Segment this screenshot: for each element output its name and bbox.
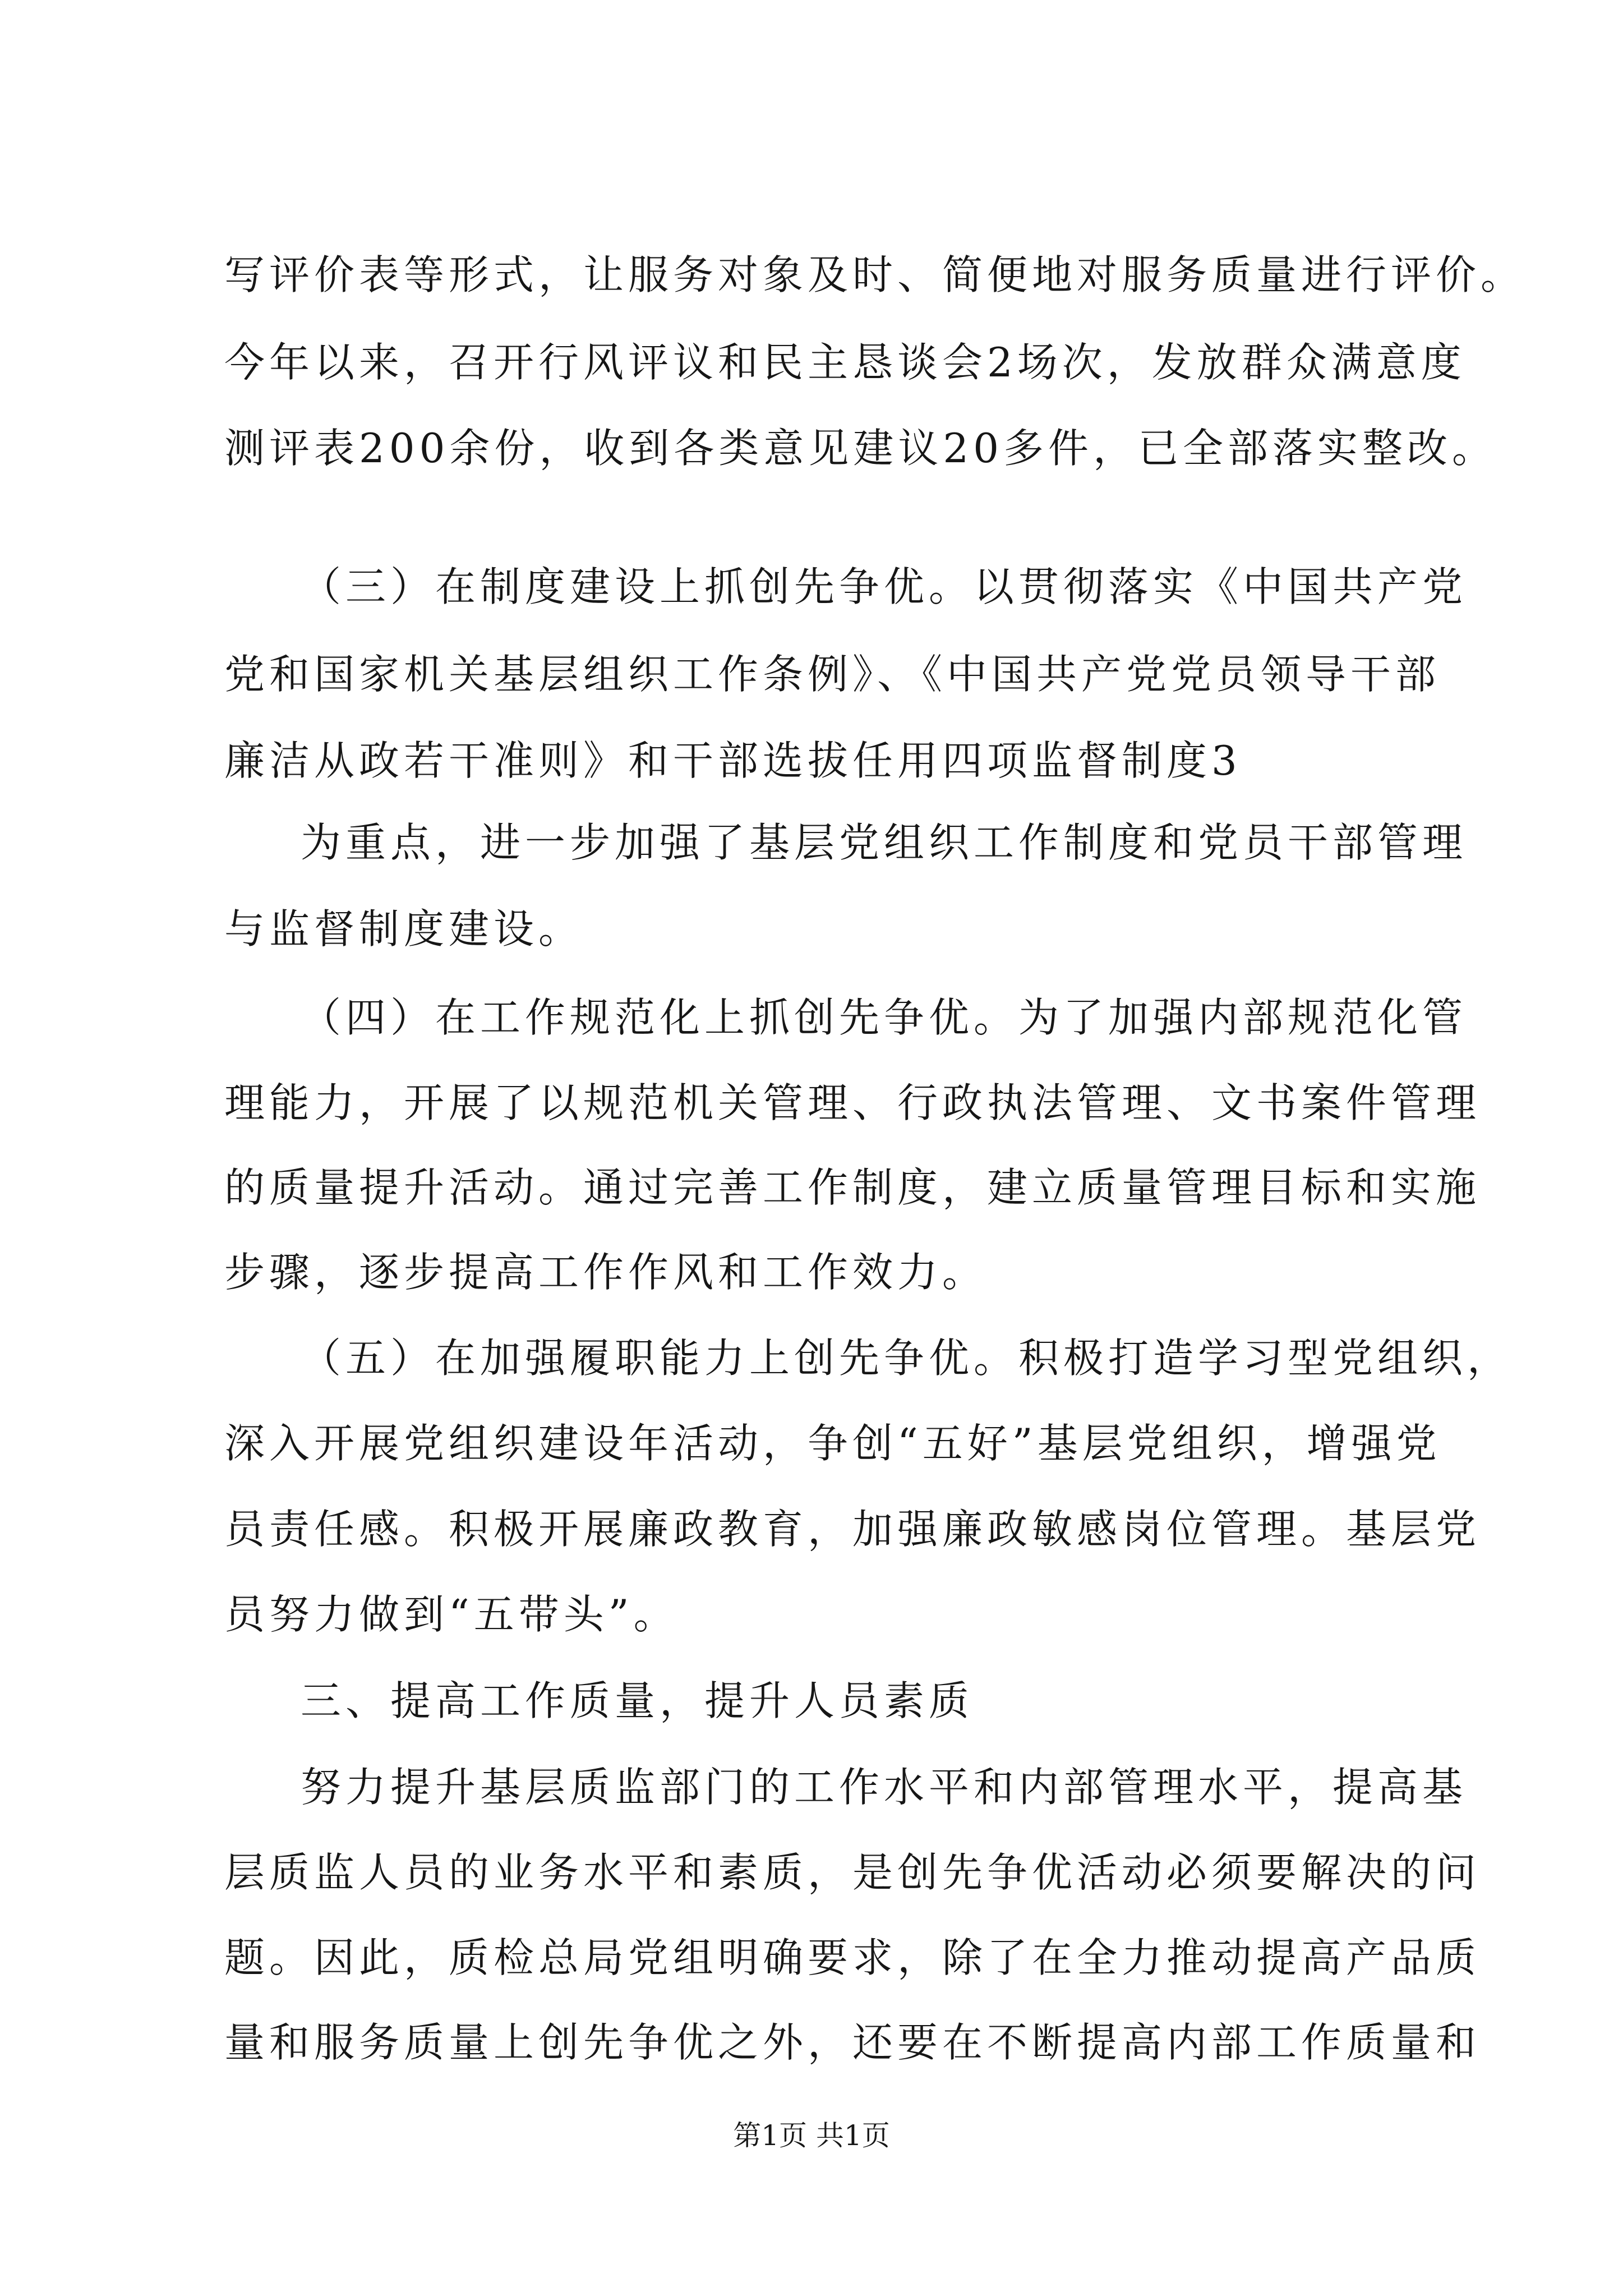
body-text-line: 理能力，开展了以规范机关管理、行政执法管理、文书案件管理 xyxy=(224,1079,1481,1126)
body-text-line: 步骤，逐步提高工作作风和工作效力。 xyxy=(224,1249,988,1296)
section-heading-line: （五）在加强履职能力上创先争优。积极打造学习型党组织， xyxy=(301,1335,1513,1382)
body-text-line: 今年以来，召开行风评议和民主恳谈会2场次，发放群众满意度 xyxy=(224,339,1466,386)
body-text-line: 量和服务质量上创先争优之外，还要在不断提高内部工作质量和 xyxy=(224,2019,1481,2066)
body-text-line: 写评价表等形式，让服务对象及时、简便地对服务质量进行评价。 xyxy=(224,251,1526,298)
body-text-line: 党和国家机关基层组织工作条例》、《中国共产党党员领导干部 xyxy=(224,651,1441,698)
body-text-line: 努力提升基层质监部门的工作水平和内部管理水平，提高基 xyxy=(301,1764,1468,1811)
body-text-line: 员责任感。积极开展廉政教育，加强廉政敏感岗位管理。基层党 xyxy=(224,1506,1481,1553)
section-heading-line: （四）在工作规范化上抓创先争优。为了加强内部规范化管 xyxy=(301,994,1468,1041)
body-text-line: 测评表200余份，收到各类意见建议20多件，已全部落实整改。 xyxy=(224,425,1497,472)
section-heading-line: （三）在制度建设上抓创先争优。以贯彻落实《中国共产党 xyxy=(301,563,1468,610)
body-text-line: 员努力做到“五带头”。 xyxy=(224,1591,679,1638)
body-text-line: 与监督制度建设。 xyxy=(224,905,584,953)
body-text-line: 为重点，进一步加强了基层党组织工作制度和党员干部管理 xyxy=(301,819,1468,866)
body-text-line: 深入开展党组织建设年活动，争创“五好”基层党组织，增强党 xyxy=(224,1420,1441,1467)
body-text-line: 层质监人员的业务水平和素质，是创先争优活动必须要解决的问 xyxy=(224,1849,1481,1896)
page-number-footer: 第1页 共1页 xyxy=(733,2119,890,2152)
section-heading-line: 三、提高工作质量，提升人员素质 xyxy=(301,1677,974,1724)
body-text-line: 的质量提升活动。通过完善工作制度，建立质量管理目标和实施 xyxy=(224,1164,1481,1211)
body-text-line: 题。因此，质检总局党组明确要求，除了在全力推动提高产品质 xyxy=(224,1934,1481,1981)
body-text-line: 廉洁从政若干准则》和干部选拔任用四项监督制度3 xyxy=(224,737,1242,784)
